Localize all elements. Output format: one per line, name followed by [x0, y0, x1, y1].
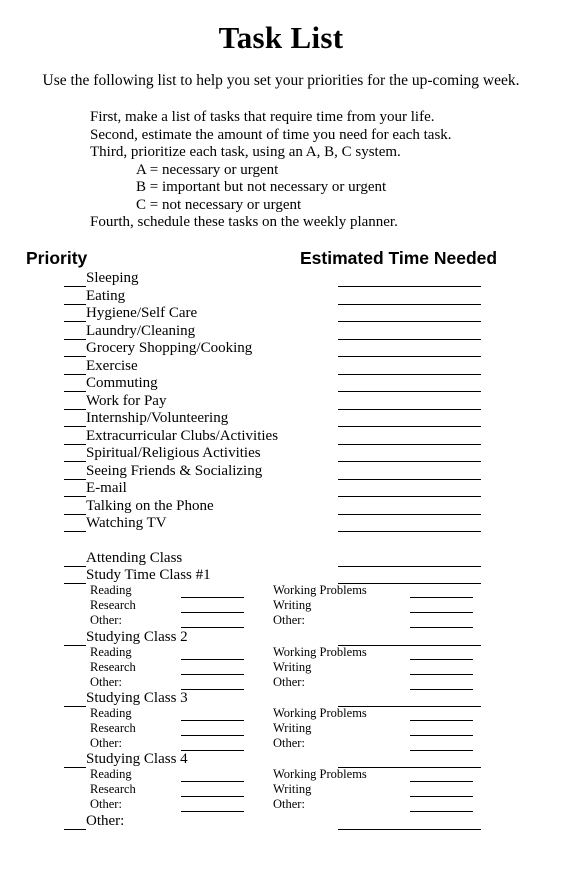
subtask-left-label: Other:	[90, 613, 122, 627]
task-label: Work for Pay	[86, 392, 167, 409]
priority-blank[interactable]	[64, 374, 86, 375]
subtask-right-blank[interactable]	[410, 689, 473, 690]
subtask-left-label: Research	[90, 782, 136, 796]
instruction-second: Second, estimate the amount of time you need for each task.	[90, 126, 452, 143]
subtask-right-label: Working Problems	[273, 645, 367, 659]
subtask-left-label: Other:	[90, 736, 122, 750]
subtask-left-blank[interactable]	[181, 796, 244, 797]
subtask-left-blank[interactable]	[181, 674, 244, 675]
instruction-fourth: Fourth, schedule these tasks on the weekly planner.	[90, 214, 398, 230]
subtask-left-label: Reading	[90, 645, 132, 659]
priority-blank[interactable]	[64, 409, 86, 410]
subtask-right-label: Writing	[273, 598, 312, 612]
task-label: Watching TV	[86, 515, 167, 531]
time-needed-blank[interactable]	[338, 321, 481, 322]
task-label: Spiritual/Religious Activities	[86, 445, 261, 461]
subtask-right-blank[interactable]	[410, 659, 473, 660]
priority-blank[interactable]	[64, 706, 86, 707]
priority-blank[interactable]	[64, 479, 86, 480]
subtask-left-blank[interactable]	[181, 720, 244, 721]
subtask-right-blank[interactable]	[410, 796, 473, 797]
subtask-right-label: Other:	[273, 613, 305, 627]
time-needed-blank[interactable]	[338, 426, 481, 427]
subtask-left-blank[interactable]	[181, 612, 244, 613]
time-needed-blank[interactable]	[338, 304, 481, 305]
time-needed-blank[interactable]	[338, 444, 481, 445]
abc-definition-a: A = necessary or urgent	[136, 161, 279, 178]
subtask-left-blank[interactable]	[181, 735, 244, 736]
subtask-right-blank[interactable]	[410, 750, 473, 751]
priority-blank[interactable]	[64, 426, 86, 427]
task-label: Talking on the Phone	[86, 497, 214, 514]
task-label: Exercise	[86, 357, 138, 374]
subtask-left-blank[interactable]	[181, 781, 244, 782]
time-needed-blank[interactable]	[338, 514, 481, 515]
subtask-right-label: Working Problems	[273, 706, 367, 720]
task-label: Laundry/Cleaning	[86, 322, 196, 339]
task-label: E-mail	[86, 480, 127, 496]
time-needed-blank[interactable]	[338, 496, 481, 497]
instructions-list	[90, 109, 452, 232]
priority-blank[interactable]	[64, 286, 86, 287]
class-name: Study Time Class #1	[86, 567, 211, 583]
subtask-right-label: Other:	[273, 736, 305, 750]
task-label: Commuting	[86, 375, 158, 391]
subtask-right-blank[interactable]	[410, 627, 473, 628]
subtask-left-label: Research	[90, 598, 136, 612]
subtask-left-blank[interactable]	[181, 811, 244, 812]
attending-class-label: Attending Class	[86, 550, 183, 566]
task-label: Seeing Friends & Socializing	[86, 462, 263, 479]
time-needed-blank[interactable]	[338, 531, 481, 532]
class-name: Studying Class 4	[86, 751, 188, 767]
task-label: Internship/Volunteering	[86, 410, 229, 426]
subtask-right-blank[interactable]	[410, 674, 473, 675]
subtask-left-label: Reading	[90, 767, 132, 781]
priority-blank[interactable]	[64, 531, 86, 532]
subtask-left-blank[interactable]	[181, 750, 244, 751]
abc-definition-c: C = not necessary or urgent	[136, 196, 302, 213]
subtask-right-label: Working Problems	[273, 767, 367, 781]
intro-text: Use the following list to help you set your priorities for the up-coming week.	[42, 72, 520, 89]
subtask-left-blank[interactable]	[181, 659, 244, 660]
page-title: Task List	[218, 20, 344, 55]
abc-definition-b: B = important but not necessary or urgent	[136, 179, 387, 195]
time-needed-blank[interactable]	[338, 566, 481, 567]
subtask-right-label: Working Problems	[273, 583, 367, 597]
subtask-right-label: Writing	[273, 782, 312, 796]
priority-blank[interactable]	[64, 339, 86, 340]
priority-header: Priority	[26, 248, 88, 268]
time-needed-blank[interactable]	[338, 391, 481, 392]
time-needed-blank[interactable]	[338, 461, 481, 462]
subtask-left-label: Reading	[90, 706, 132, 720]
subtask-left-label: Other:	[90, 675, 122, 689]
task-label: Sleeping	[86, 270, 139, 286]
instruction-first: First, make a list of tasks that require time from your life.	[90, 109, 435, 125]
task-label: Grocery Shopping/Cooking	[86, 340, 253, 356]
priority-blank[interactable]	[64, 444, 86, 445]
class-name: Studying Class 3	[86, 690, 188, 706]
time-needed-blank[interactable]	[338, 409, 481, 410]
priority-blank[interactable]	[64, 767, 86, 768]
priority-blank[interactable]	[64, 583, 86, 584]
subtask-right-blank[interactable]	[410, 720, 473, 721]
subtask-left-blank[interactable]	[181, 627, 244, 628]
subtask-right-label: Writing	[273, 721, 312, 735]
time-needed-blank[interactable]	[338, 286, 481, 287]
subtask-left-label: Other:	[90, 797, 122, 811]
subtask-left-blank[interactable]	[181, 689, 244, 690]
subtask-right-label: Other:	[273, 675, 305, 689]
time-needed-blank[interactable]	[338, 829, 481, 830]
class-name: Studying Class 2	[86, 629, 188, 645]
priority-blank[interactable]	[64, 461, 86, 462]
subtask-right-blank[interactable]	[410, 597, 473, 598]
time-header: Estimated Time Needed	[300, 248, 498, 268]
priority-blank[interactable]	[64, 645, 86, 646]
priority-blank[interactable]	[64, 391, 86, 392]
time-needed-blank[interactable]	[338, 479, 481, 480]
priority-blank[interactable]	[64, 566, 86, 567]
subtask-right-label: Writing	[273, 660, 312, 674]
time-needed-blank[interactable]	[338, 339, 481, 340]
subtask-right-label: Other:	[273, 797, 305, 811]
subtask-left-label: Research	[90, 721, 136, 735]
task-label: Extracurricular Clubs/Activities	[86, 427, 279, 444]
subtask-left-blank[interactable]	[181, 597, 244, 598]
subtask-left-label: Research	[90, 660, 136, 674]
other-task-label: Other:	[86, 813, 125, 829]
priority-blank[interactable]	[64, 496, 86, 497]
priority-blank[interactable]	[64, 321, 86, 322]
priority-blank[interactable]	[64, 514, 86, 515]
task-label: Eating	[86, 287, 126, 304]
subtask-right-blank[interactable]	[410, 781, 473, 782]
priority-blank[interactable]	[64, 356, 86, 357]
time-needed-blank[interactable]	[338, 374, 481, 375]
instruction-third: Third, prioritize each task, using an A, B, C system.	[90, 144, 401, 160]
priority-blank[interactable]	[64, 829, 86, 830]
subtask-right-blank[interactable]	[410, 612, 473, 613]
subtask-right-blank[interactable]	[410, 735, 473, 736]
subtask-right-blank[interactable]	[410, 811, 473, 812]
priority-blank[interactable]	[64, 304, 86, 305]
task-label: Hygiene/Self Care	[86, 305, 198, 321]
time-needed-blank[interactable]	[338, 356, 481, 357]
subtask-left-label: Reading	[90, 583, 132, 597]
